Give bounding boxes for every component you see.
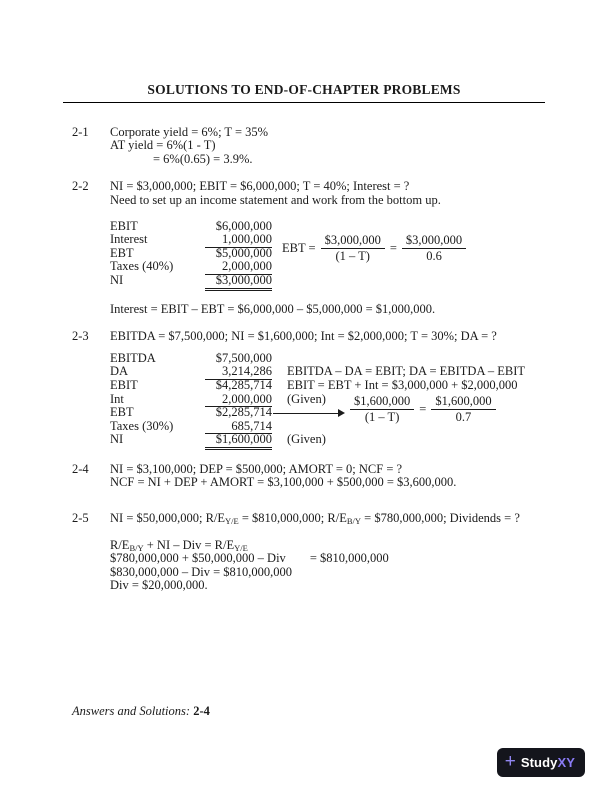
line-item-amount: 1,000,000 [205,233,272,248]
table-row [110,352,582,366]
text-segment: R/E [110,537,130,552]
solution-line: Interest = EBIT – EBT = $6,000,000 – $5,000,000 = $1,000,000. [110,301,436,316]
fraction-denominator: 0.7 [455,410,472,425]
subscript: Y/E [234,542,248,553]
income-statement-2-2 [110,220,582,288]
text-segment: = $810,000,000; R/E [238,511,347,526]
fraction-numerator: $3,000,000 [402,234,466,250]
subscript: B/Y [346,516,362,527]
income-statement-2-3 [110,352,582,447]
line-item-label: Int [110,391,124,406]
subscript: B/Y [129,542,144,553]
line-item-note: (Given) [287,432,326,447]
text-segment: = $810,000,000 [309,551,389,566]
brand-text [521,756,575,770]
text-segment: NI = $50,000,000; R/E [110,511,226,526]
line-item-amount: $5,000,000 [215,245,272,260]
equation-lhs: EBT = [282,240,316,255]
solution-line: Need to set up an income statement and work from the bottom up. [110,192,441,207]
page-title: SOLUTIONS TO END-OF-CHAPTER PROBLEMS [147,82,461,97]
line-item-note: (Given) [287,391,326,406]
problem-number: 2-1 [72,124,89,139]
problem-2-3 [72,330,582,447]
fraction-denominator: (1 – T) [335,249,370,264]
problem-number: 2-4 [72,461,89,476]
text-segment: $780,000,000 + $50,000,000 – Div [110,551,286,566]
page-footer [72,705,210,719]
fraction [402,234,466,264]
fraction-denominator: (1 – T) [364,410,400,425]
table-row [110,220,582,234]
arrow-to-equation [273,413,343,414]
solution-line: NI = $3,100,000; DEP = $500,000; AMORT = 0; NCF = ? [110,461,403,476]
solution-line [110,512,582,526]
solution-line: NCF = NI + DEP + AMORT = $3,100,000 + $500,000 = $3,600,000. [110,475,457,490]
line-item-amount: $2,285,714 [215,405,272,420]
solution-line [110,552,582,566]
solution-line: NI = $3,000,000; EBIT = $6,000,000; T = 40%; Interest = ? [110,179,410,194]
solution-line: EBITDA = $7,500,000; NI = $1,600,000; Int = $2,000,000; T = 30%; DA = ? [110,329,497,344]
line-item-label: EBT [110,245,134,260]
line-item-label: NI [110,272,124,287]
fraction [350,395,414,425]
table-row [110,379,582,393]
text-segment: + NI – Div = R/E [143,537,235,552]
line-item-note: EBITDA – DA = EBIT; DA = EBITDA – EBIT [287,364,526,379]
line-item-label: Interest [110,232,148,247]
footer-label: Answers and Solutions: [72,704,194,718]
fraction-numerator: $3,000,000 [321,234,385,250]
table-row [110,406,582,420]
solution-line: $830,000,000 – Div = $810,000,000 [110,564,293,579]
line-item-label: Taxes (40%) [110,259,174,274]
solution-line [110,539,582,553]
solution-line: = 6%(0.65) = 3.9%. [153,151,253,166]
footer-page-number: 2-4 [193,704,210,718]
solution-line: Div = $20,000,000. [110,578,208,593]
brand-text-study: Study [520,754,558,770]
fraction-numerator: $1,600,000 [431,395,495,411]
line-item-amount: $4,285,714 [215,377,272,392]
line-item-amount: $1,600,000 [205,433,272,450]
fraction [431,395,495,425]
equals-sign: = [419,402,427,417]
ebt-equation [282,234,466,264]
table-row [110,393,582,407]
studyxy-logo [497,748,585,777]
fraction-numerator: $1,600,000 [350,395,414,411]
table-row [110,274,582,288]
ni-equation [350,395,496,425]
line-item-label: EBIT [110,218,138,233]
subscript: Y/E [225,516,239,527]
line-item-label: NI [110,432,124,447]
solution-line: Corporate yield = 6%; T = 35% [110,124,269,139]
table-row [110,420,582,434]
line-item-amount: $3,000,000 [205,274,272,291]
text-segment: = $780,000,000; Dividends = ? [361,511,520,526]
problem-number: 2-2 [72,179,89,194]
problem-2-4 [72,463,582,490]
line-item-amount: 685,714 [205,420,272,435]
line-item-label: DA [110,364,129,379]
line-item-amount: 3,214,286 [205,365,272,380]
line-item-amount: 2,000,000 [205,260,272,275]
table-row [110,433,582,447]
problem-2-2 [72,180,582,316]
line-item-label: EBITDA [110,350,156,365]
line-item-label: Taxes (30%) [110,418,174,433]
line-item-amount: 2,000,000 [205,393,272,408]
line-item-label: EBIT [110,377,138,392]
solution-line: AT yield = 6%(1 - T) [110,138,216,153]
plus-icon: + [504,751,516,772]
line-item-label: EBT [110,405,134,420]
problem-2-5 [72,512,582,593]
page-title-rule [63,83,545,103]
line-item-note: EBIT = EBT + Int = $3,000,000 + $2,000,000 [287,377,518,392]
brand-text-xy: XY [557,754,575,770]
line-item-amount: $7,500,000 [215,350,272,365]
fraction-denominator: 0.6 [426,249,442,264]
problem-2-1 [72,126,582,167]
problem-number: 2-5 [72,511,89,526]
table-row [110,365,582,379]
problem-number: 2-3 [72,329,89,344]
line-item-amount: $6,000,000 [215,218,272,233]
equals-sign: = [389,240,397,255]
fraction [321,234,385,264]
